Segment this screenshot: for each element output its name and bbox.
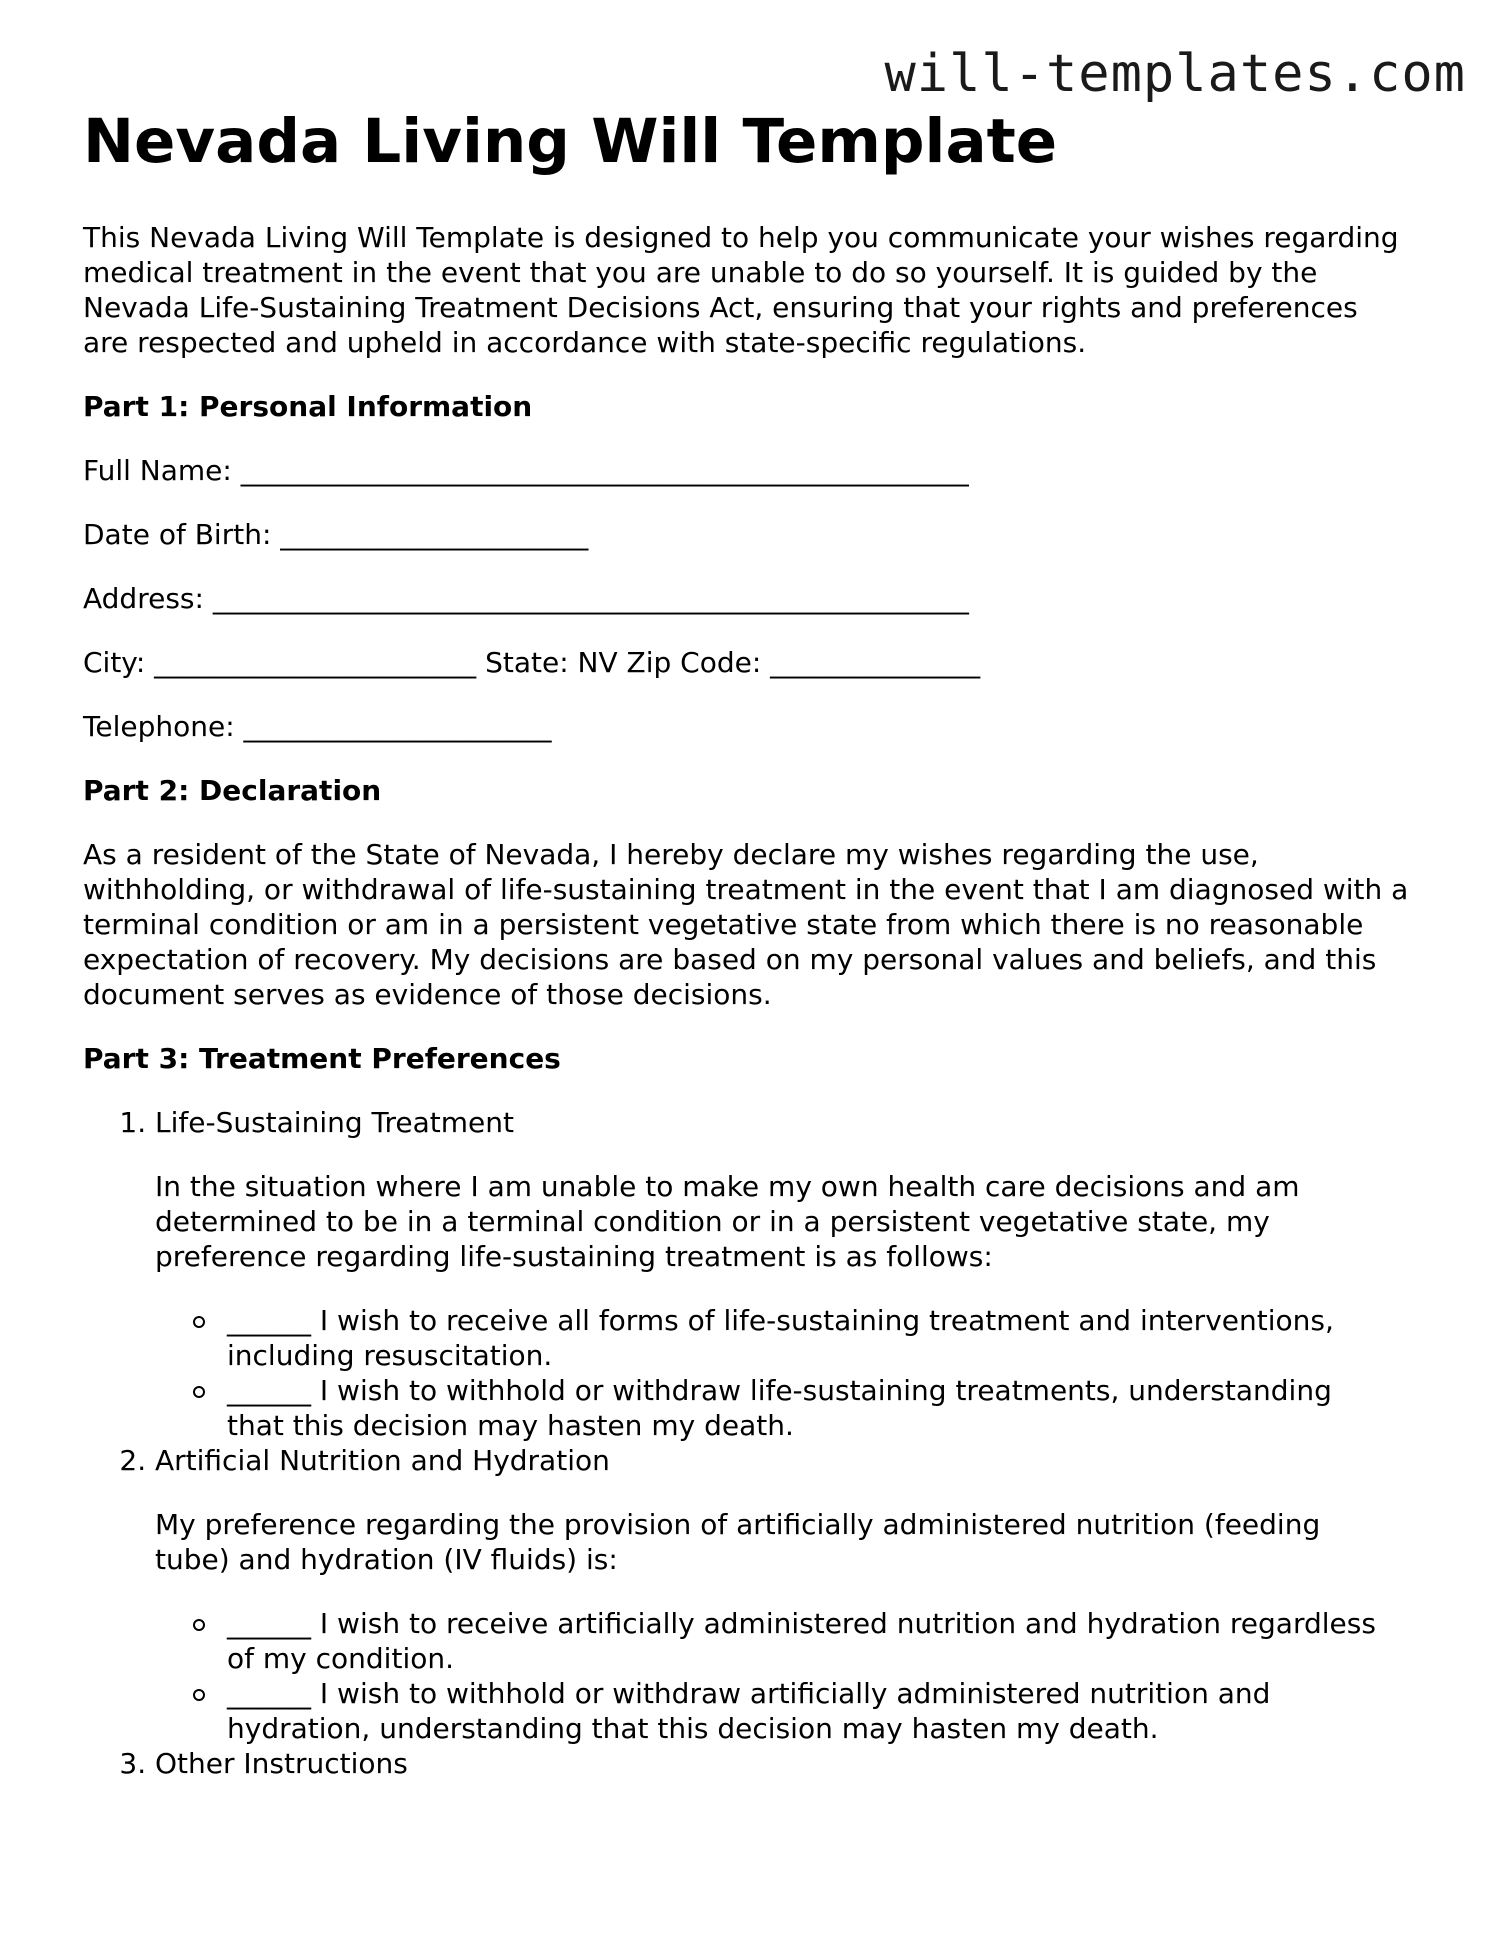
declaration-paragraph: As a resident of the State of Nevada, I hereby declare my wishes regarding the use, withholding, or withdrawal of life-sustaining treatment in the event that I am diagnosed with a terminal condition or am in a persistent vegetative state from which there is no reasonable expectation of recovery. My decisions are based on my personal values and beliefs, and this document serves as evidence of those decisions. [83, 838, 1409, 1011]
preference-option-text: ______ I wish to receive artificially administered nutrition and hydration regardless of my condition. [227, 1607, 1376, 1675]
full-name-field: Full Name: ____________________________________________________ [83, 454, 969, 487]
address-field: Address: ______________________________________________________ [83, 582, 969, 615]
part2-heading: Part 2: Declaration [83, 774, 382, 807]
preference-options [155, 1606, 1413, 1746]
circle-bullet-icon [193, 1316, 205, 1328]
preference-item-life-sustaining [155, 1105, 1413, 1443]
part3-heading: Part 3: Treatment Preferences [83, 1042, 561, 1075]
preference-item-title: Other Instructions [155, 1747, 408, 1780]
preference-option [227, 1676, 1377, 1746]
part1-heading: Part 1: Personal Information [83, 390, 533, 423]
circle-bullet-icon [193, 1619, 205, 1631]
preference-option [227, 1606, 1377, 1676]
preference-option-text: ______ I wish to withhold or withdraw artificially administered nutrition and hydration, understanding that this decision may hasten my death. [227, 1677, 1271, 1745]
date-of-birth-field: Date of Birth: ______________________ [83, 518, 589, 551]
treatment-preferences-list [83, 1105, 1413, 1781]
page-title: Nevada Living Will Template [83, 106, 1058, 177]
preference-item-title: Artificial Nutrition and Hydration [155, 1444, 610, 1477]
preference-option-text: ______ I wish to withhold or withdraw life-sustaining treatments, understanding that this decision may hasten my death. [227, 1374, 1332, 1442]
preference-option [227, 1373, 1377, 1443]
preference-item-other-instructions [155, 1746, 1413, 1781]
preference-options [155, 1303, 1413, 1443]
telephone-field: Telephone: ______________________ [83, 710, 552, 743]
preference-item-body: In the situation where I am unable to make my own health care decisions and am determined to be in a terminal condition or in a persistent vegetative state, my preference regarding life-sustaining treatment is as follows: [155, 1170, 1300, 1273]
watermark-text: will-templates.com [884, 44, 1466, 104]
preference-item-title: Life-Sustaining Treatment [155, 1106, 515, 1139]
document-page [83, 105, 1413, 1781]
circle-bullet-icon [193, 1689, 205, 1701]
circle-bullet-icon [193, 1386, 205, 1398]
intro-paragraph: This Nevada Living Will Template is designed to help you communicate your wishes regarding medical treatment in the event that you are unable to do so yourself. It is guided by the Nevada Life-Sustaining Treatment Decisions Act, ensuring that your rights and preferences are respected and upheld in accordance with state-specific regulations. [83, 221, 1399, 359]
preference-item-body: My preference regarding the provision of artificially administered nutrition (feeding tube) and hydration (IV fluids) is: [155, 1508, 1321, 1576]
preference-item-nutrition-hydration [155, 1443, 1413, 1746]
preference-option [227, 1303, 1377, 1373]
city-state-zip-field: City: _______________________ State: NV Zip Code: _______________ [83, 646, 981, 679]
preference-option-text: ______ I wish to receive all forms of life-sustaining treatment and interventions, including resuscitation. [227, 1304, 1334, 1372]
